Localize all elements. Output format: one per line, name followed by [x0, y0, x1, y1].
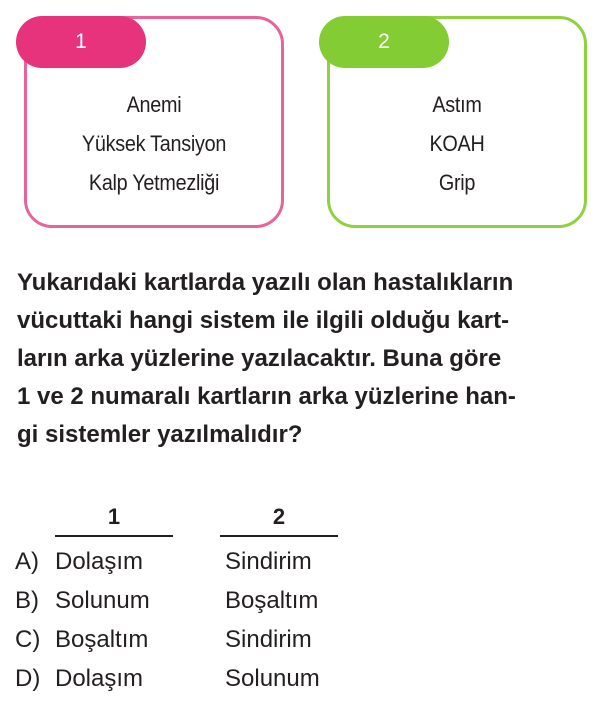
- question-line: Yukarıdaki kartlarda yazılı olan hastalıkların: [17, 269, 514, 296]
- option-c[interactable]: [15, 620, 575, 659]
- option-letter: A): [15, 548, 39, 575]
- card-2-item: KOAH: [429, 131, 485, 156]
- card-1: [24, 16, 284, 228]
- card-2-number-tab: 2: [319, 16, 449, 68]
- card-1-items: [27, 85, 281, 202]
- option-letter: D): [15, 665, 41, 692]
- option-letter: B): [15, 587, 39, 614]
- card-1-item: Yüksek Tansiyon: [81, 131, 227, 156]
- option-col1: Solunum: [55, 587, 150, 614]
- column-header-2: 2: [220, 504, 338, 537]
- option-col1: Dolaşım: [55, 548, 144, 575]
- question-line: gi sistemler yazılmalıdır?: [17, 421, 303, 448]
- column-header-1: 1: [55, 504, 173, 537]
- question-text: [17, 264, 597, 454]
- card-2-item: Astım: [432, 92, 482, 117]
- card-1-item: Kalp Yetmezliği: [88, 170, 220, 195]
- option-col2: Sindirim: [225, 626, 312, 653]
- option-letter: C): [15, 626, 41, 653]
- option-col1: Dolaşım: [55, 665, 144, 692]
- option-col2: Sindirim: [225, 548, 312, 575]
- card-2-item: Grip: [438, 170, 476, 195]
- option-col2: Boşaltım: [225, 587, 319, 614]
- card-2-items: [330, 85, 584, 202]
- question-line: vücuttaki hangi sistem ile ilgili olduğu kart-: [17, 307, 510, 334]
- question-line: 1 ve 2 numaralı kartların arka yüzlerine han-: [17, 383, 516, 410]
- option-a[interactable]: [15, 542, 575, 581]
- option-b[interactable]: [15, 581, 575, 620]
- card-1-item: Anemi: [126, 92, 182, 117]
- option-col1: Boşaltım: [55, 626, 149, 653]
- answer-options: [15, 542, 575, 698]
- question-line: ların arka yüzlerine yazılacaktır. Buna göre: [17, 345, 502, 372]
- option-col2: Solunum: [225, 665, 320, 692]
- card-1-number-tab: 1: [16, 16, 146, 68]
- card-2: [327, 16, 587, 228]
- option-d[interactable]: [15, 659, 575, 698]
